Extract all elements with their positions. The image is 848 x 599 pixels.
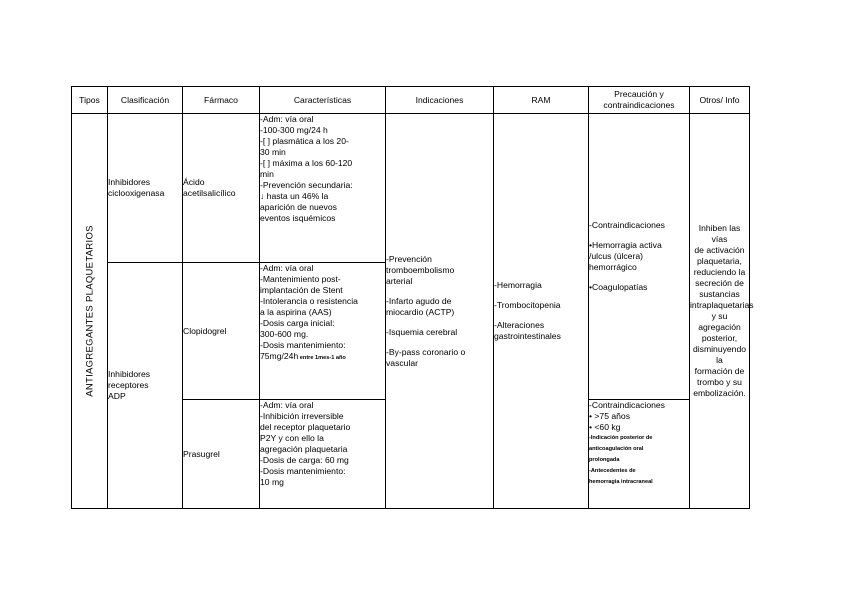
- otros-line: y su agregación: [698, 311, 741, 332]
- ind-line: -Infarto agudo de: [386, 295, 452, 306]
- farmaco-aas-line-2: acetilsalicílico: [183, 188, 236, 198]
- ram-line: -Alteraciones: [494, 320, 545, 330]
- tipo-label: ANTIAGREGANTES PLAQUETARIOS: [84, 225, 95, 397]
- antiagregantes-table: [71, 86, 754, 509]
- car-clop-line: -Dosis carga inicial:: [260, 318, 335, 328]
- ram-cell: [494, 114, 589, 509]
- otros-line: Inhiben las vías: [698, 223, 741, 244]
- car-pras-line: -Dosis mantenimiento:: [260, 466, 346, 476]
- otros-line: embolización.: [693, 388, 746, 398]
- prec-line: •Hemorragia activa: [589, 240, 662, 250]
- car-clop-dose-main: 75mg/24h: [260, 351, 299, 361]
- otros-line: reduciendo la: [693, 267, 746, 277]
- car-clop-dose-duration: entre 1mes-1 año: [298, 355, 346, 361]
- clasificacion-adp-line: ADP: [108, 391, 126, 401]
- otros-line: disminuyendo la: [692, 344, 747, 365]
- header-tipos: Tipos: [72, 87, 108, 114]
- otros-line: plaquetaria,: [697, 256, 742, 266]
- clasificacion-adp-line: receptores: [108, 380, 149, 390]
- prec-pras-line: -Indicación posterior de: [589, 435, 653, 441]
- car-pras-line: 10 mg: [260, 477, 284, 487]
- prec-line: •Coagulopatías: [589, 282, 648, 292]
- prec-pras-line: • >75 años: [589, 411, 630, 421]
- car-pras-line: agregación plaquetaria: [260, 444, 348, 454]
- farmaco-clopidogrel: Clopidogrel: [183, 263, 260, 400]
- farmaco-acido-acetilsalicilico: [183, 114, 260, 263]
- otros-line: intraplaquetarias: [690, 300, 754, 310]
- caracteristicas-aas: [260, 114, 386, 263]
- header-otros: Otros/ Info: [690, 87, 750, 114]
- car-pras-line: P2Y y con ello la: [260, 433, 324, 443]
- prec-pras-line: -Antecedentes de: [589, 468, 636, 474]
- farmaco-prasugrel: Prasugrel: [183, 400, 260, 509]
- car-pras-line: -Dosis de carga: 60 mg: [260, 455, 349, 465]
- otros-line: secreción de: [695, 278, 744, 288]
- header-clasificacion: Clasificación: [108, 87, 183, 114]
- car-aas-line: -Adm: vía oral: [260, 114, 314, 124]
- prec-pras-line: anticoagulación oral: [589, 446, 644, 452]
- car-aas-line: -[ ] máxima a los 60-120: [260, 158, 353, 168]
- farmaco-aas-line-1: Ácido: [183, 177, 205, 187]
- header-precaucion-line-1: Precaución y: [614, 89, 664, 99]
- car-clop-dose: [260, 351, 385, 364]
- otros-line: formación de: [694, 366, 745, 376]
- car-aas-line: -[ ] plasmática a los 20-: [260, 136, 349, 146]
- ind-line: tromboembolismo: [386, 264, 455, 275]
- indicaciones-cell: [386, 114, 494, 509]
- prec-pras-line: • <60 kg: [589, 422, 621, 432]
- row-aas: [72, 114, 750, 263]
- ind-line: miocardio (ACTP): [386, 306, 455, 317]
- ram-line: -Hemorragia: [494, 280, 542, 290]
- prec-line: hemorrágico: [589, 262, 637, 272]
- car-pras-line: -Adm: vía oral: [260, 400, 314, 410]
- ind-line: vascular: [386, 357, 418, 368]
- car-clop-line: -Dosis mantenimiento:: [260, 340, 346, 350]
- prec-pras-line: hemorragia intracraneal: [589, 479, 653, 485]
- car-aas-line: -100-300 mg/24 h: [260, 125, 328, 135]
- header-row: [72, 87, 750, 114]
- precaucion-aas-clopidogrel: [589, 114, 690, 400]
- ram-line: -Trombocitopenia: [494, 300, 561, 310]
- header-farmaco: Fármaco: [183, 87, 260, 114]
- otros-line: trombo y su: [697, 377, 742, 387]
- tipo-cell: [72, 114, 108, 509]
- clasificacion-adp: [108, 263, 183, 509]
- header-indicaciones: Indicaciones: [386, 87, 494, 114]
- clasificacion-ciclooxigenasa: [108, 114, 183, 263]
- car-pras-line: del receptor plaquetario: [260, 422, 351, 432]
- otros-line: sustancias: [699, 289, 740, 299]
- car-clop-line: -Adm: vía oral: [260, 263, 314, 273]
- car-clop-line: -Mantenimiento post-: [260, 274, 341, 284]
- otros-line: posterior,: [701, 333, 738, 343]
- ram-line: gastrointestinales: [494, 331, 561, 341]
- header-ram: RAM: [494, 87, 589, 114]
- header-precaucion-line-2: contraindicaciones: [603, 100, 675, 110]
- clasificacion-ciclo-line-2: ciclooxigenasa: [108, 188, 165, 198]
- header-precaucion: [589, 87, 690, 114]
- prec-line: /ulcus (úlcera): [589, 251, 643, 261]
- car-aas-line: min: [260, 169, 274, 179]
- ind-line: -By-pass coronario o: [386, 346, 466, 357]
- caracteristicas-prasugrel: [260, 400, 386, 509]
- car-clop-line: implantación de Stent: [260, 285, 343, 295]
- car-aas-line: 30 min: [260, 147, 286, 157]
- car-aas-line: eventos isquémicos: [260, 213, 336, 223]
- car-clop-line: 300-600 mg.: [260, 329, 309, 339]
- car-clop-line: a la aspirina (AAS): [260, 307, 332, 317]
- caracteristicas-clopidogrel: [260, 263, 386, 400]
- car-aas-line: -Prevención secundaria:: [260, 180, 353, 190]
- clasificacion-ciclo-line-1: Inhibidores: [108, 177, 151, 187]
- car-aas-line: aparición de nuevos: [260, 202, 337, 212]
- otros-cell: [690, 114, 754, 509]
- ind-line: arterial: [386, 275, 413, 286]
- car-aas-line: ↓ hasta un 46% la: [260, 191, 329, 201]
- ind-line: -Isquemia cerebral: [386, 326, 458, 337]
- header-caracteristicas: Características: [260, 87, 386, 114]
- ind-line: -Prevención: [386, 253, 432, 264]
- prec-pras-line: prolongada: [589, 457, 620, 463]
- otros-line: de activación: [694, 245, 745, 255]
- precaucion-prasugrel: [589, 400, 690, 509]
- prec-line: -Contraindicaciones: [589, 220, 665, 230]
- car-pras-line: -Inhibición irreversible: [260, 411, 344, 421]
- car-clop-line: -Intolerancia o resistencia: [260, 296, 358, 306]
- clasificacion-adp-line: Inhibidores: [108, 369, 151, 379]
- prec-pras-line: -Contraindicaciones: [589, 400, 665, 410]
